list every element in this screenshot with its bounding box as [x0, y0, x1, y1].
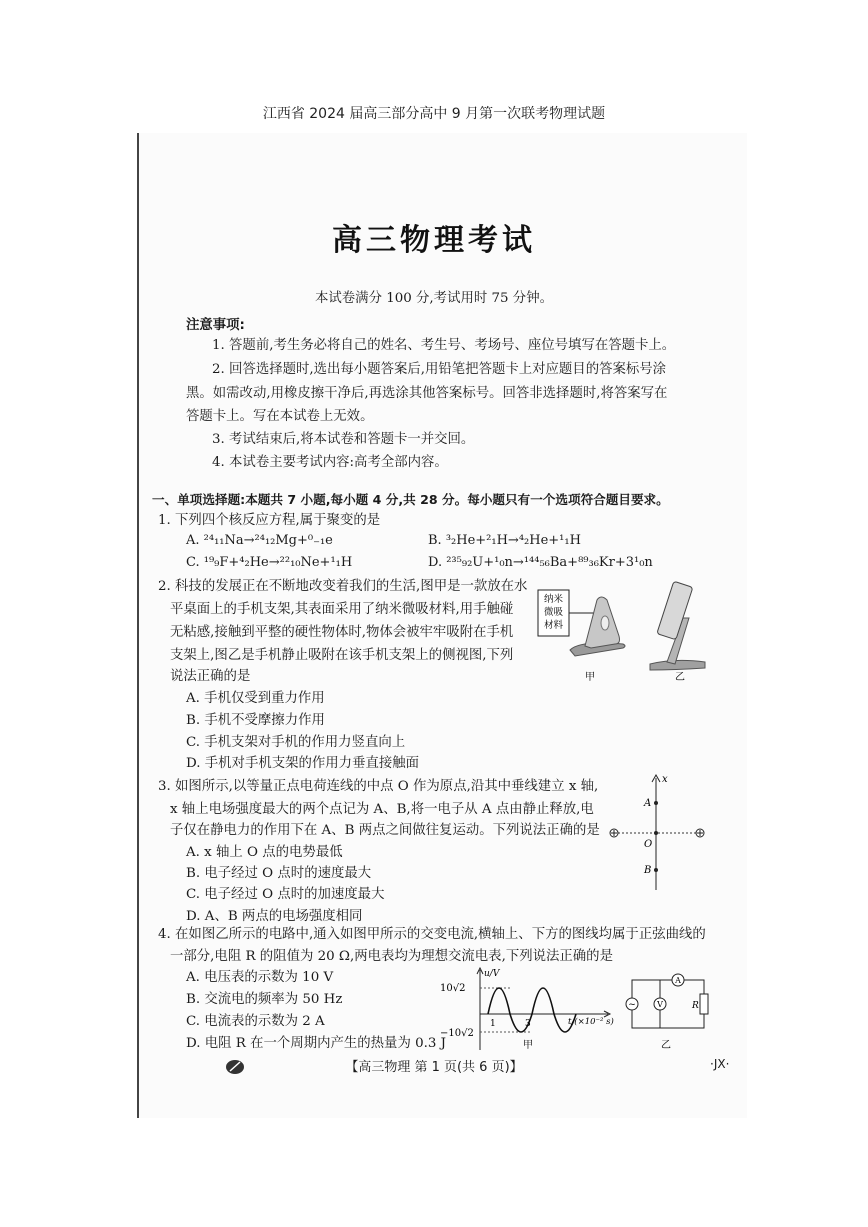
q4-voltage-graph: [440, 964, 620, 1054]
corner-mark: ·JX·: [710, 1057, 730, 1071]
q3-option-a: A. x 轴上 O 点的电势最低: [186, 845, 343, 860]
q3-option-d: D. A、B 两点的电场强度相同: [186, 909, 363, 924]
q2-fig-label-1: 纳米: [543, 594, 564, 605]
section-1-heading: 一、单项选择题:本题共 7 小题,每小题 4 分,共 28 分。每小题只有一个选项符合题目要求。: [152, 492, 669, 507]
q2-caption-a: 甲: [585, 672, 595, 683]
q2-fig-label-2: 微吸: [543, 607, 564, 618]
q3-line-3: 子仅在静电力的作用下在 A、B 两点之间做往复运动。下列说法正确的是: [170, 823, 600, 838]
document-source-header: 江西省 2024 届高三部分高中 9 月第一次联考物理试题: [262, 106, 606, 122]
q3-option-b: B. 电子经过 O 点时的速度最大: [186, 866, 372, 881]
q3-option-c: C. 电子经过 O 点时的加速度最大: [186, 887, 385, 902]
q4-source-symbol: ~: [628, 1000, 636, 1010]
q4-line-1: 4. 在如图乙所示的电路中,通入如图甲所示的交变电流,横轴上、下方的图线均属于正弦曲线的: [158, 927, 706, 942]
notice-line-2: 2. 回答选择题时,选出每小题答案后,用铅笔把答题卡上对应题目的答案标号涂: [212, 362, 667, 377]
q4-resistor-label: R: [692, 1001, 699, 1011]
q3-charge-axis-figure: [600, 772, 720, 902]
q1-option-b: B. ³₂He+²₁H→⁴₂He+¹₁H: [428, 533, 581, 548]
q4-graph-caption: 甲: [523, 1040, 533, 1051]
q2-option-b: B. 手机不受摩擦力作用: [186, 713, 325, 728]
notice-line-3: 黑。如需改动,用橡皮擦干净后,再选涂其他答案标号。回答非选择题时,将答案写在: [186, 386, 668, 401]
q1-stem: 1. 下列四个核反应方程,属于聚变的是: [158, 513, 381, 528]
page-footer: 【高三物理 第 1 页(共 6 页)】: [345, 1060, 523, 1075]
q3-line-2: x 轴上电场强度最大的两个点记为 A、B,将一电子从 A 点由静止释放,电: [170, 802, 594, 817]
notice-line-1: 1. 答题前,考生务必将自己的姓名、考生号、考场号、座位号填写在答题卡上。: [212, 338, 676, 353]
q4-graph-ymin: −10√2: [440, 1028, 474, 1039]
q3-point-b-label: B: [644, 865, 652, 876]
notice-line-6: 4. 本试卷主要考试内容:高考全部内容。: [212, 455, 448, 470]
q4-option-d: D. 电阻 R 在一个周期内产生的热量为 0.3 J: [186, 1036, 447, 1051]
q1-option-d: D. ²³⁵₉₂U+¹₀n→¹⁴⁴₅₆Ba+⁸⁹₃₆Kr+3¹₀n: [428, 555, 653, 570]
q2-fig-label-3: 材料: [543, 620, 564, 631]
q4-graph-ylabel: u/V: [484, 969, 500, 979]
q2-option-d: D. 手机对手机支架的作用力垂直接触面: [186, 756, 420, 771]
q4-ammeter-label: A: [675, 976, 681, 985]
notice-heading: 注意事项:: [186, 318, 245, 333]
exam-title: 高三物理考试: [332, 223, 536, 258]
q4-option-a: A. 电压表的示数为 10 V: [186, 970, 334, 985]
q3-point-a-label: A: [644, 798, 652, 809]
q4-circuit-diagram: [622, 970, 714, 1054]
q4-option-c: C. 电流表的示数为 2 A: [186, 1014, 325, 1029]
q1-option-a: A. ²⁴₁₁Na→²⁴₁₂Mg+⁰₋₁e: [186, 533, 333, 548]
q2-line-5: 说法正确的是: [170, 669, 251, 684]
q4-graph-xlabel: t/(×10⁻² s): [568, 1017, 614, 1027]
q4-graph-tick-3: 3: [525, 1019, 531, 1029]
q2-option-a: A. 手机仅受到重力作用: [186, 691, 325, 706]
q2-caption-b: 乙: [675, 672, 685, 683]
q4-circuit-caption: 乙: [661, 1040, 671, 1051]
q4-voltmeter-label: V: [657, 1000, 663, 1009]
q3-axis-x-label: x: [662, 774, 668, 785]
q2-line-1: 2. 科技的发展正在不断地改变着我们的生活,图甲是一款放在水: [158, 579, 528, 594]
q4-line-2: 一部分,电阻 R 的阻值为 20 Ω,两电表均为理想交流电表,下列说法正确的是: [170, 949, 613, 964]
notice-line-5: 3. 考试结束后,将本试卷和答题卡一并交回。: [212, 432, 475, 447]
q2-line-4: 支架上,图乙是手机静止吸附在该手机支架上的侧视图,下列: [170, 648, 514, 663]
q1-option-c: C. ¹⁹₉F+⁴₂He→²²₁₀Ne+¹₁H: [186, 555, 353, 570]
q2-phone-stand-figure: [535, 578, 710, 683]
exam-subtitle: 本试卷满分 100 分,考试用时 75 分钟。: [315, 291, 553, 306]
q4-graph-ymax: 10√2: [440, 983, 466, 994]
q3-line-1: 3. 如图所示,以等量正点电荷连线的中点 O 作为原点,沿其中垂线建立 x 轴,: [158, 779, 599, 794]
q4-option-b: B. 交流电的频率为 50 Hz: [186, 992, 343, 1007]
q3-origin-label: O: [644, 839, 653, 850]
q2-line-3: 无粘感,接触到平整的硬性物体时,物体会被牢牢吸附在手机: [170, 625, 514, 640]
q2-option-c: C. 手机支架对手机的作用力竖直向上: [186, 735, 406, 750]
q4-graph-tick-1: 1: [490, 1019, 496, 1029]
q2-line-2: 平桌面上的手机支架,其表面采用了纳米微吸材料,用手触碰: [170, 602, 514, 617]
notice-line-4: 答题卡上。写在本试卷上无效。: [186, 409, 374, 424]
